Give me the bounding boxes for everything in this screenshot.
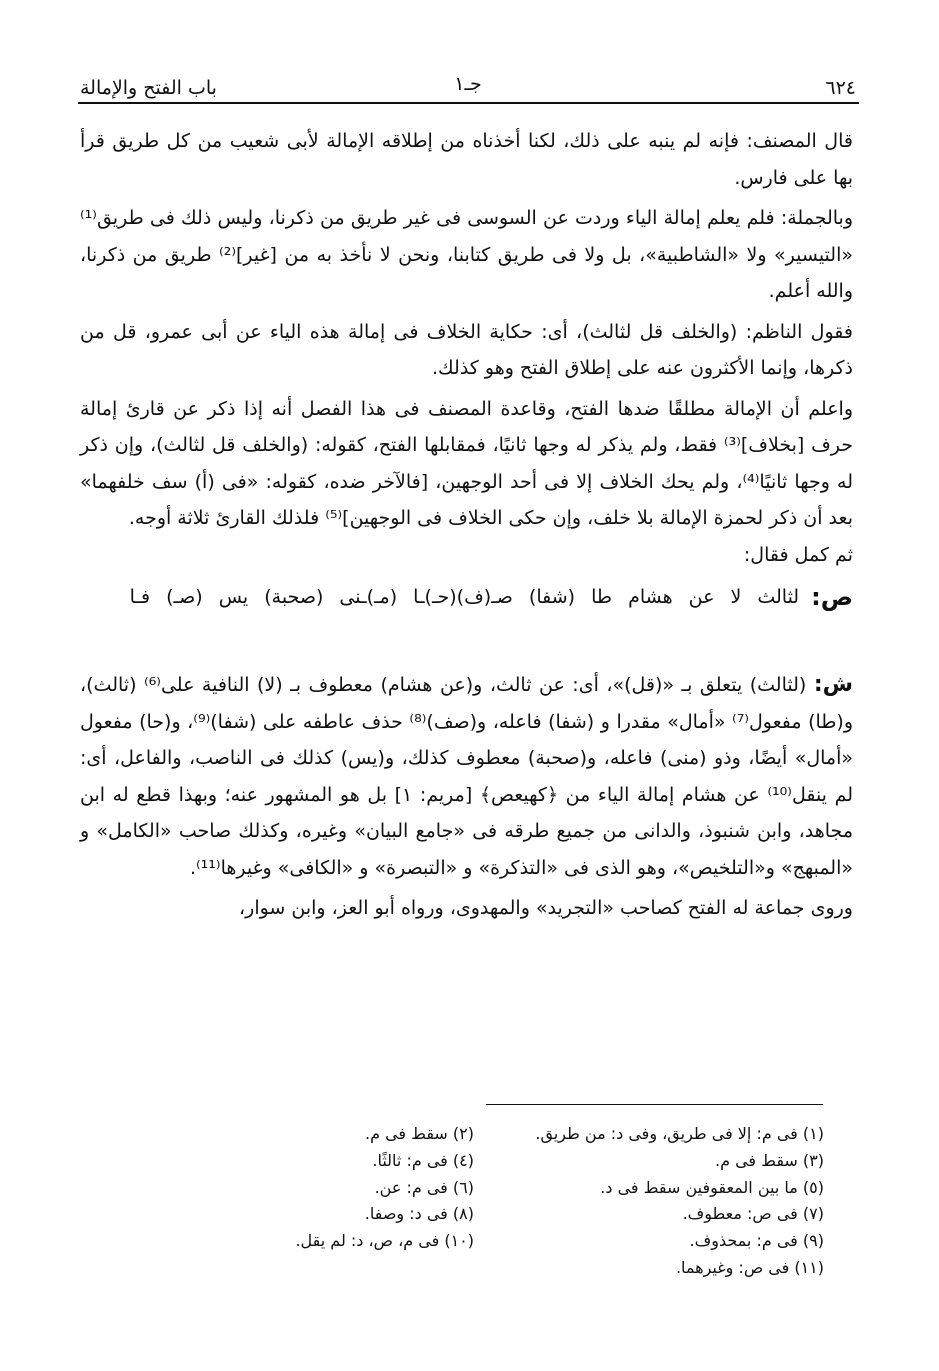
main-text	[80, 123, 853, 927]
footnote: (٩) فى م: بمحذوف.	[689, 1231, 824, 1251]
footnote: (١٠) فى م، ص، د: لم يقل.	[295, 1231, 474, 1251]
footnote: (١١) فى ص: وغيرهما.	[675, 1257, 824, 1277]
commentary-paragraph	[80, 667, 853, 886]
footnote-rule	[486, 1104, 823, 1105]
footnote: (٥) ما بين المعقوفين سقط فى د.	[600, 1177, 824, 1197]
commentary-paragraph: وروى جماعة له الفتح كصاحب «التجريد» والمهدوى، ورواه أبو العز، وابن سوار،	[239, 897, 853, 919]
header-rule	[78, 102, 859, 104]
footnote: (٧) فى ص: معطوف.	[682, 1204, 824, 1224]
footnote: (٢) سقط فى م.	[364, 1124, 474, 1143]
volume-label: جـ١	[454, 73, 482, 95]
verse-text: لثالث لا عن هشام طا (شفا) صـ(ف)(حـ)ـا (مـ)ـنى (صحبة) يس (صـ) فـا	[129, 585, 800, 608]
paragraph: واعلم أن الإمالة مطلقًا ضدها الفتح، وقاعدة المصنف فى هذا الفصل أنه إذا ذكر عن قارئ إمالة حرف [بخلاف]⁽³⁾ فقط، ولم يذكر له وجها ثانيًا، فمقابلها الفتح، كقوله: (والخلف قل لثالث)، وإن ذكر له وجها ثانيًا⁽⁴⁾، ولم يحك الخلاف إلا فى أحد الوجهين، [فالآخر ضده، كقوله: «فى (أ) سف خلفهما» بعد أن ذكر لحمزة الإمالة بلا خلف، وإن حكى الخلاف فى الوجهين]⁽⁵⁾ فلذلك القارئ ثلاثة أوجه.	[80, 397, 853, 529]
paragraph: وبالجملة: فلم يعلم إمالة الياء وردت عن السوسى فى غير طريق من ذكرنا، وليس ذلك فى طريق⁽¹⁾ «التيسير» ولا «الشاطبية»، بل ولا فى طريق كتابنا، ونحن لا نأخذ به من [غير]⁽²⁾ طريق من ذكرنا، والله أعلم.	[80, 207, 853, 302]
page-number: ٦٢٤	[825, 77, 856, 99]
paragraph: فقول الناظم: (والخلف قل لثالث)، أى: حكاية الخلاف فى إمالة هذه الياء عن أبى عمرو، قل من ذكرها، وإنما الأكثرون عنه على إطلاق الفتح وهو كذلك.	[80, 320, 853, 379]
footnote: (٨) فى د: وصفا.	[364, 1204, 474, 1224]
footnote: (٣) سقط فى م.	[714, 1150, 824, 1170]
footnote: (٤) فى م: ثالثًا.	[372, 1150, 474, 1170]
running-header	[80, 68, 856, 100]
footnotes	[150, 1121, 824, 1282]
paragraph: قال المصنف: فإنه لم ينبه على ذلك، لكنا أخذناه من إطلاقه الإمالة لأبى شعيب من كل طريق قرأ بها على فارس.	[80, 130, 853, 189]
chapter-title: باب الفتح والإمالة	[80, 77, 217, 99]
paragraph: ثم كمل فقال:	[743, 543, 853, 566]
footnote: (١) فى م: إلا فى طريق، وفى د: من طريق.	[535, 1124, 824, 1143]
commentary-text: (لثالث) يتعلق بـ «(قل)»، أى: عن ثالث، و(عن هشام) معطوف بـ (لا) النافية على⁽⁶⁾ (ثالث)، و(طا) مفعول⁽⁷⁾ «أمال» مقدرا و (شفا) فاعله، و(صف)⁽⁸⁾ حذف عاطفه على (شفا)⁽⁹⁾، و(حا) مفعول «أمال» أيضًا، وذو (منى) فاعله، و(صحبة) معطوف كذلك، و(يس) كذلك فى الناصب، والفاعل، أى: لم ينقل⁽¹⁰⁾ عن هشام إمالة الياء من ﴿كهيعص﴾ [مريم: ١] بل هو المشهور عنه؛ وبهذا قطع له ابن مجاهد، وابن شنبوذ، والدانى من جميع طرقه فى «جامع البيان» وغيره، وكذلك صاحب «الكامل» و «المبهج» و«التلخيص»، وهو الذى فى «التذكرة» و «التبصرة» و «الكافى» وغيرها⁽¹¹⁾.	[80, 674, 854, 879]
commentary-marker: ش:	[813, 672, 853, 697]
footnote: (٦) فى م: عن.	[374, 1177, 474, 1197]
verse-marker: ص:	[811, 582, 853, 611]
verse-line	[80, 575, 853, 619]
